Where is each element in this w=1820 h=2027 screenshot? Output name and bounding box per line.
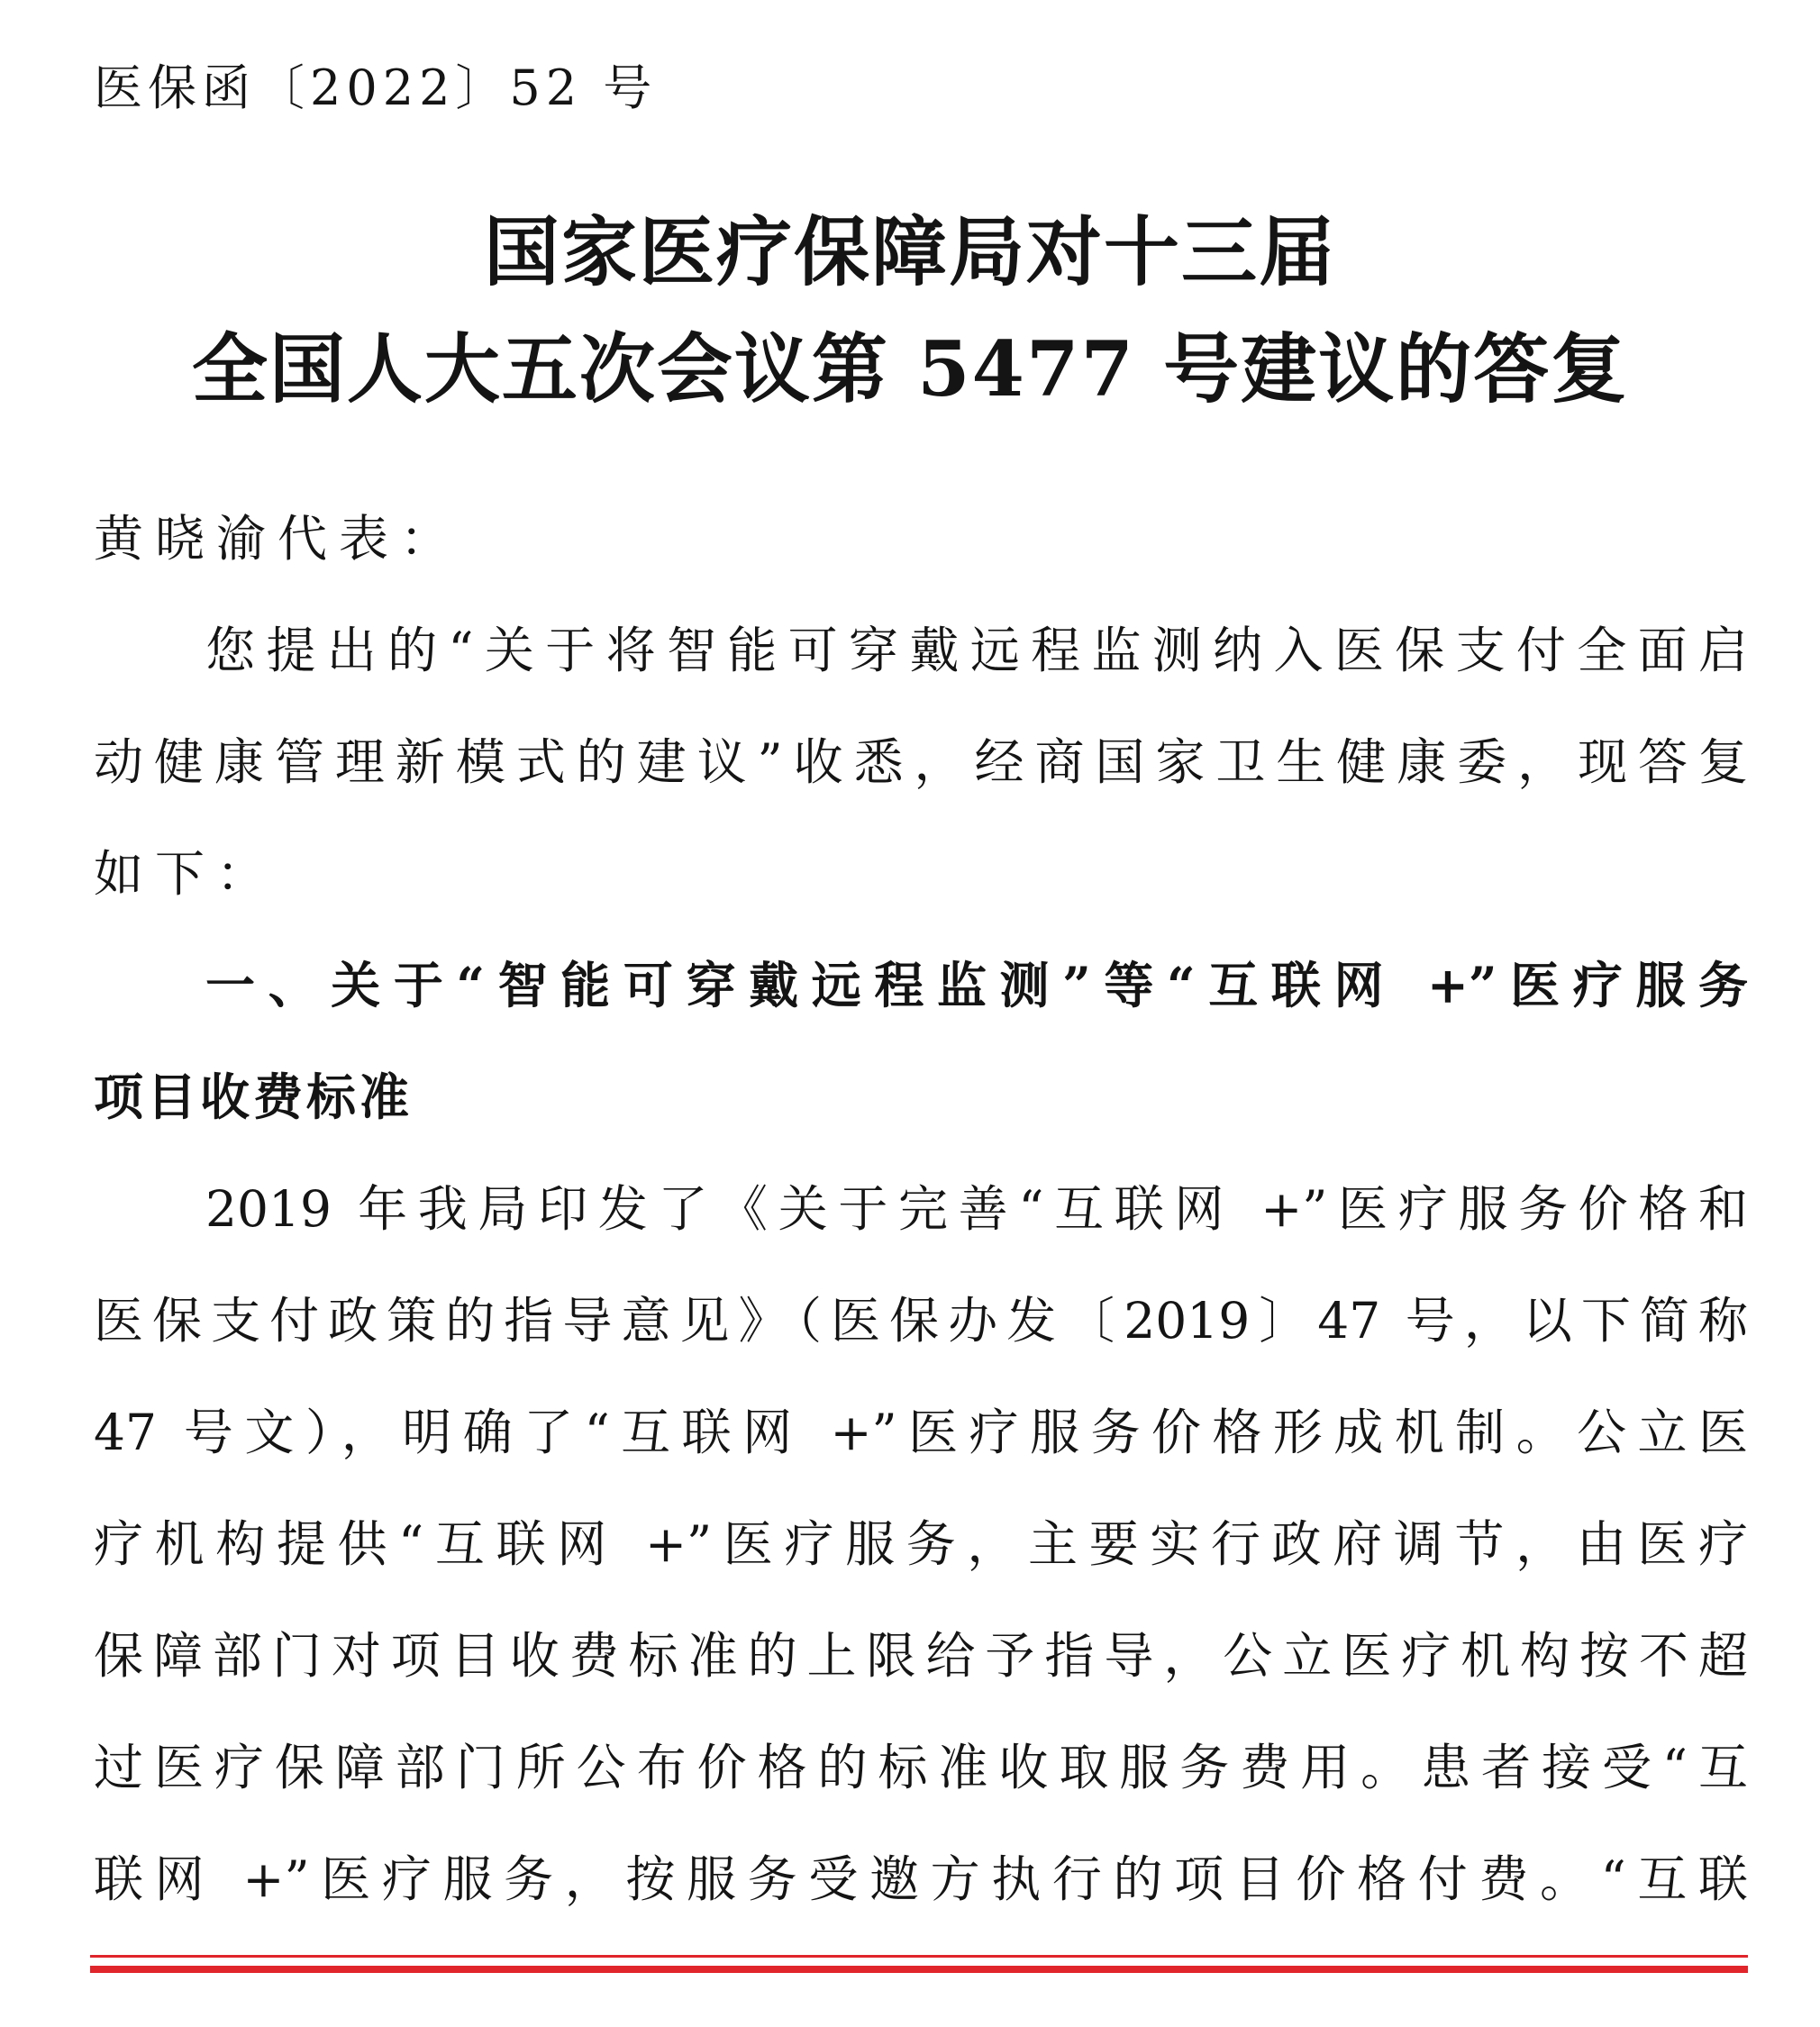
section-1-heading-line-1: 一、关于“智能可穿戴远程监测”等“互联网 +”医疗服务 — [205, 956, 1748, 1014]
paragraph-2-line-5: 保障部门对项目收费标准的上限给予指导，公立医疗机构按不超 — [94, 1627, 1748, 1685]
paragraph-2-line-1: 2019 年我局印发了《关于完善“互联网 +”医疗服务价格和 — [205, 1180, 1748, 1238]
paragraph-2-line-2: 医保支付政策的指导意见》（医保办发〔2019〕47 号，以下简称 — [94, 1292, 1748, 1350]
footer-rule-thick — [90, 1966, 1748, 1973]
document-title-line-2: 全国人大五次会议第 5477 号建议的答复 — [191, 324, 1629, 414]
paragraph-2-line-6: 过医疗保障部门所公布价格的标准收取服务费用。患者接受“互 — [94, 1739, 1748, 1796]
document-number: 医保函〔2022〕52 号 — [94, 59, 658, 116]
paragraph-1-line-3: 如下： — [94, 845, 278, 903]
paragraph-1-line-2: 动健康管理新模式的建议”收悉，经商国家卫生健康委，现答复 — [94, 733, 1748, 791]
footer-rule-thin — [90, 1955, 1748, 1958]
salutation: 黄晓渝代表： — [94, 510, 462, 568]
document-title-line-1: 国家医疗保障局对十三届 — [483, 207, 1336, 296]
section-1-heading-line-2: 项目收费标准 — [94, 1068, 414, 1126]
paragraph-1-line-1: 您提出的“关于将智能可穿戴远程监测纳入医保支付全面启 — [205, 622, 1748, 679]
paragraph-2-line-7: 联网 +”医疗服务，按服务受邀方执行的项目价格付费。“互联 — [94, 1850, 1748, 1908]
paragraph-2-line-4: 疗机构提供“互联网 +”医疗服务，主要实行政府调节，由医疗 — [94, 1515, 1748, 1573]
paragraph-2-line-3: 47 号文），明确了“互联网 +”医疗服务价格形成机制。公立医 — [94, 1404, 1748, 1461]
